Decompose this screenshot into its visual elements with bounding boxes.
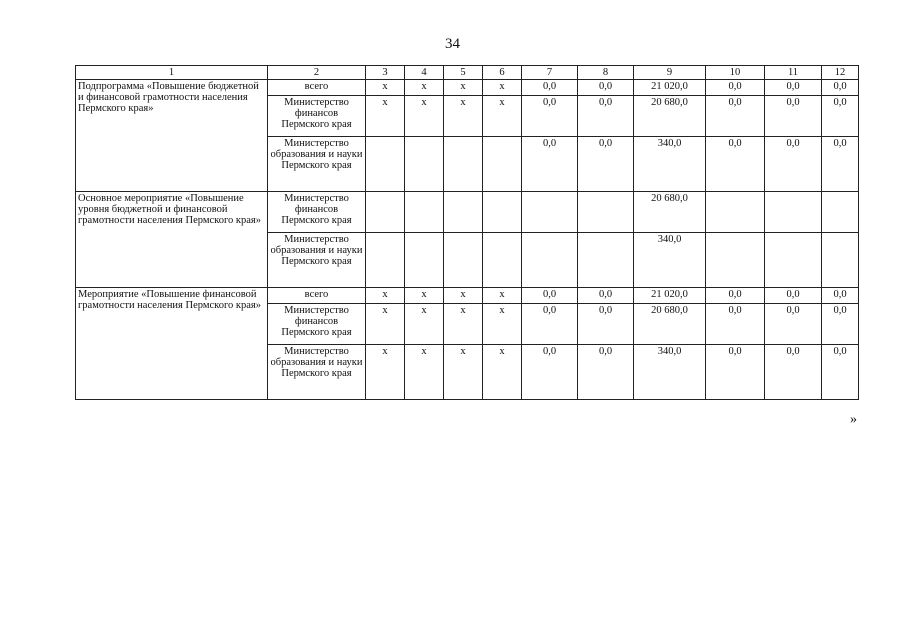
executor-cell: Министерство образования и науки Пермского края: [268, 345, 366, 400]
value-cell: х: [405, 345, 444, 400]
value-cell: 0,0: [765, 288, 822, 304]
header-cell: 7: [522, 66, 578, 80]
value-cell: х: [483, 304, 522, 345]
value-cell: 21 020,0: [634, 288, 706, 304]
value-cell: 0,0: [522, 304, 578, 345]
header-cell: 9: [634, 66, 706, 80]
value-cell: [578, 192, 634, 233]
value-cell: [444, 137, 483, 192]
value-cell: х: [405, 96, 444, 137]
program-name-cell: Основное мероприятие «Повышение уровня бюджетной и финансовой грамотности населения Пермского края»: [76, 192, 268, 288]
value-cell: [765, 233, 822, 288]
program-name-cell: Мероприятие «Повышение финансовой грамотности населения Пермского края»: [76, 288, 268, 400]
value-cell: 0,0: [522, 288, 578, 304]
value-cell: 0,0: [578, 137, 634, 192]
value-cell: 340,0: [634, 345, 706, 400]
value-cell: 0,0: [578, 96, 634, 137]
executor-cell: всего: [268, 288, 366, 304]
value-cell: х: [444, 288, 483, 304]
value-cell: 0,0: [706, 304, 765, 345]
header-cell: 4: [405, 66, 444, 80]
header-cell: 5: [444, 66, 483, 80]
value-cell: 20 680,0: [634, 192, 706, 233]
value-cell: [483, 233, 522, 288]
value-cell: 0,0: [578, 288, 634, 304]
value-cell: [578, 233, 634, 288]
value-cell: х: [444, 345, 483, 400]
value-cell: х: [444, 96, 483, 137]
value-cell: 0,0: [765, 304, 822, 345]
executor-cell: Министерство финансов Пермского края: [268, 96, 366, 137]
value-cell: х: [483, 345, 522, 400]
value-cell: [765, 192, 822, 233]
value-cell: 0,0: [522, 345, 578, 400]
page-number: 34: [445, 36, 460, 52]
value-cell: [366, 192, 405, 233]
value-cell: 0,0: [822, 304, 859, 345]
table-row: [76, 192, 859, 233]
value-cell: [444, 233, 483, 288]
value-cell: [405, 192, 444, 233]
header-cell: 8: [578, 66, 634, 80]
table-row: [76, 288, 859, 304]
value-cell: 0,0: [522, 137, 578, 192]
value-cell: [366, 233, 405, 288]
value-cell: [522, 233, 578, 288]
value-cell: х: [483, 288, 522, 304]
header-cell: 6: [483, 66, 522, 80]
executor-cell: Министерство образования и науки Пермского края: [268, 137, 366, 192]
value-cell: х: [366, 304, 405, 345]
value-cell: х: [366, 288, 405, 304]
value-cell: 0,0: [706, 80, 765, 96]
value-cell: 0,0: [822, 345, 859, 400]
value-cell: 0,0: [765, 96, 822, 137]
value-cell: 0,0: [522, 80, 578, 96]
value-cell: 0,0: [765, 80, 822, 96]
value-cell: 0,0: [706, 96, 765, 137]
header-cell: 3: [366, 66, 405, 80]
header-row: [76, 66, 859, 80]
value-cell: 0,0: [578, 345, 634, 400]
value-cell: 0,0: [765, 345, 822, 400]
value-cell: х: [483, 80, 522, 96]
table-row: [76, 80, 859, 96]
value-cell: 0,0: [706, 137, 765, 192]
value-cell: х: [405, 304, 444, 345]
value-cell: [822, 192, 859, 233]
value-cell: [444, 192, 483, 233]
value-cell: [822, 233, 859, 288]
executor-cell: всего: [268, 80, 366, 96]
budget-table: [75, 65, 859, 400]
value-cell: 340,0: [634, 233, 706, 288]
value-cell: х: [366, 96, 405, 137]
value-cell: х: [366, 345, 405, 400]
value-cell: 0,0: [706, 345, 765, 400]
value-cell: х: [366, 80, 405, 96]
header-cell: 1: [76, 66, 268, 80]
value-cell: х: [483, 96, 522, 137]
value-cell: 0,0: [706, 288, 765, 304]
value-cell: 20 680,0: [634, 96, 706, 137]
value-cell: 0,0: [822, 137, 859, 192]
value-cell: х: [444, 304, 483, 345]
value-cell: 0,0: [578, 304, 634, 345]
executor-cell: Министерство финансов Пермского края: [268, 304, 366, 345]
header-cell: 2: [268, 66, 366, 80]
value-cell: [706, 233, 765, 288]
value-cell: 0,0: [578, 80, 634, 96]
value-cell: [522, 192, 578, 233]
executor-cell: Министерство образования и науки Пермского края: [268, 233, 366, 288]
value-cell: [405, 137, 444, 192]
value-cell: 0,0: [822, 80, 859, 96]
value-cell: х: [405, 80, 444, 96]
value-cell: 0,0: [822, 96, 859, 137]
value-cell: х: [405, 288, 444, 304]
value-cell: 340,0: [634, 137, 706, 192]
value-cell: [706, 192, 765, 233]
header-cell: 10: [706, 66, 765, 80]
header-cell: 11: [765, 66, 822, 80]
value-cell: [483, 137, 522, 192]
value-cell: 0,0: [522, 96, 578, 137]
closing-quote-mark: »: [850, 412, 857, 427]
value-cell: 0,0: [765, 137, 822, 192]
value-cell: 21 020,0: [634, 80, 706, 96]
value-cell: [405, 233, 444, 288]
program-name-cell: Подпрограмма «Повышение бюджетной и финансовой грамотности населения Пермского края»: [76, 80, 268, 192]
value-cell: 0,0: [822, 288, 859, 304]
value-cell: [366, 137, 405, 192]
value-cell: [483, 192, 522, 233]
header-cell: 12: [822, 66, 859, 80]
executor-cell: Министерство финансов Пермского края: [268, 192, 366, 233]
value-cell: 20 680,0: [634, 304, 706, 345]
value-cell: х: [444, 80, 483, 96]
